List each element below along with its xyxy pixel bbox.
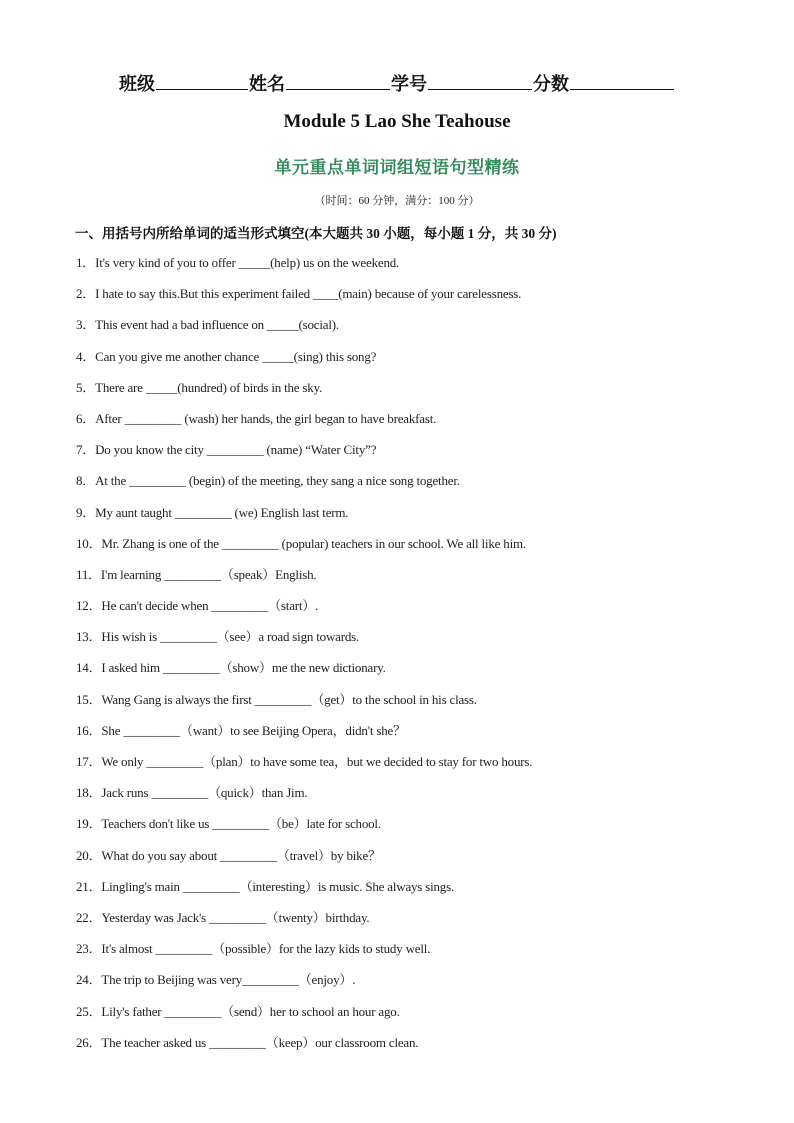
question-item: 14．I asked him _________（show）me the new dictionary. xyxy=(76,660,386,676)
question-item: 21．Lingling's main _________（interesting）is music. She always sings. xyxy=(76,878,454,894)
question-item: 16．She _________（want）to see Beijing Opera，didn't she？ xyxy=(76,722,406,738)
question-item: 8．At the _________ (begin) of the meeting, they sang a nice song together. xyxy=(76,473,460,489)
question-item: 18．Jack runs _________（quick）than Jim. xyxy=(76,785,308,801)
question-item: 15．Wang Gang is always the first _________（get）to the school in his class. xyxy=(76,691,477,707)
score-label: 分数 xyxy=(533,74,569,94)
question-item: 1．It's very kind of you to offer _____(help) us on the weekend. xyxy=(76,255,400,270)
student-id-blank[interactable] xyxy=(428,71,532,90)
question-item: 11．I'm learning _________（speak）English. xyxy=(76,566,317,582)
question-item: 19．Teachers don't like us _________（be）late for school. xyxy=(76,816,381,832)
student-id-label: 学号 xyxy=(391,74,427,94)
question-item: 7．Do you know the city _________ (name) “Water City”? xyxy=(76,442,377,458)
page-title: Module 5 Lao She Teahouse xyxy=(283,111,511,132)
name-label: 姓名 xyxy=(249,74,285,94)
question-item: 9．My aunt taught _________ (we) English last term. xyxy=(76,504,349,520)
question-item: 12．He can't decide when _________（start）. xyxy=(76,598,319,614)
question-item: 5．There are _____(hundred) of birds in the sky. xyxy=(76,379,323,395)
question-item: 2．I hate to say this.But this experiment failed ____(main) because of your carelessness. xyxy=(76,286,522,302)
class-blank[interactable] xyxy=(156,71,248,90)
question-item: 20．What do you say about _________（travel）by bike？ xyxy=(76,847,381,863)
question-item: 10．Mr. Zhang is one of the _________ (popular) teachers in our school. We all like him. xyxy=(76,535,526,551)
time-note: （时间：60 分钟，满分：100 分） xyxy=(314,195,480,207)
question-item: 22．Yesterday was Jack's _________（twenty）birthday. xyxy=(76,909,370,925)
question-item: 3．This event had a bad influence on _____(social). xyxy=(76,317,339,333)
question-item: 24．The trip to Beijing was very_________（enjoy）. xyxy=(76,972,356,988)
class-label: 班级 xyxy=(119,74,155,94)
question-item: 13．His wish is _________（see）a road sign towards. xyxy=(76,629,360,645)
question-item: 17．We only _________（plan）to have some tea，but we decided to stay for two hours. xyxy=(76,754,533,769)
question-item: 4．Can you give me another chance _____(sing) this song? xyxy=(76,348,377,364)
question-list xyxy=(76,254,736,1065)
score-blank[interactable] xyxy=(570,71,674,90)
question-item: 6．After _________ (wash) her hands, the girl began to have breakfast. xyxy=(76,410,437,426)
name-blank[interactable] xyxy=(286,71,390,90)
student-info-line xyxy=(0,70,794,96)
page-subtitle: 单元重点单词词组短语句型精练 xyxy=(274,158,520,177)
question-item: 23．It's almost _________（possible）for the lazy kids to study well. xyxy=(76,941,431,957)
question-item: 25．Lily's father _________（send）her to school an hour ago. xyxy=(76,1003,400,1019)
question-item: 26．The teacher asked us _________（keep）our classroom clean. xyxy=(76,1034,419,1050)
section-heading: 一、用括号内所给单词的适当形式填空(本大题共 30 小题，每小题 1 分，共 30 分) xyxy=(75,226,557,241)
